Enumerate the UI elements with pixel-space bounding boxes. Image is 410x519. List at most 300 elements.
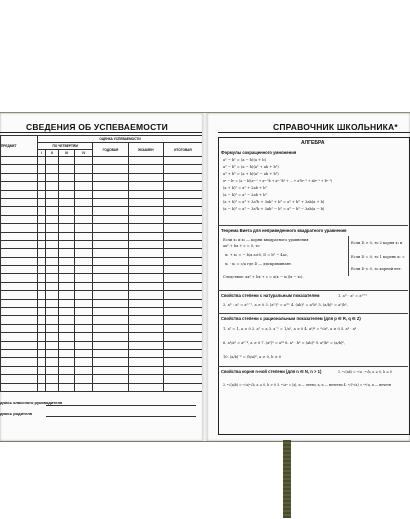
grade-cell [93, 341, 128, 349]
grade-cell [75, 266, 93, 274]
grade-cell [128, 291, 163, 299]
grade-cell [75, 190, 93, 198]
grade-cell [46, 257, 58, 265]
grade-cell [163, 249, 202, 257]
grade-cell [163, 341, 202, 349]
grade-cell [46, 182, 58, 190]
subject-cell [1, 215, 38, 223]
table-row [1, 308, 203, 316]
grade-cell [93, 299, 128, 307]
subject-cell [1, 266, 38, 274]
grade-cell [58, 190, 74, 198]
grade-cell [46, 324, 58, 332]
grade-cell [128, 157, 163, 165]
grade-cell [38, 266, 46, 274]
vieta-side-line: Если D > 0, то 2 корня x₁ и [351, 241, 403, 245]
formula-line: a³ − b³ = (a − b)(a² + ab + b²) [223, 165, 279, 169]
grade-cell [93, 232, 128, 240]
table-row [1, 190, 203, 198]
grade-cell [93, 165, 128, 173]
table-row [1, 266, 203, 274]
grade-cell [163, 291, 202, 299]
grade-cell [46, 299, 58, 307]
abbrev-title: Формулы сокращенного умножения [221, 150, 297, 155]
table-row [1, 157, 203, 165]
table-row [1, 333, 203, 341]
grade-cell [75, 198, 93, 206]
grade-cell [128, 333, 163, 341]
grade-cell [58, 207, 74, 215]
natural-power-title: Свойства степени с натуральным показателем [221, 293, 320, 298]
grade-cell [163, 308, 202, 316]
subject-cell [1, 324, 38, 332]
grade-cell [58, 349, 74, 357]
grade-cell [93, 358, 128, 366]
grade-cell [93, 215, 128, 223]
table-row [1, 207, 203, 215]
grade-cell [58, 266, 74, 274]
grade-cell [46, 165, 58, 173]
grade-cell [46, 375, 58, 383]
grade-cell [163, 198, 202, 206]
page-title: СВЕДЕНИЯ ОБ УСПЕВАЕМОСТИ [26, 122, 168, 132]
subject-cell [1, 157, 38, 165]
grade-cell [58, 291, 74, 299]
grade-cell [75, 333, 93, 341]
grade-cell [75, 324, 93, 332]
grade-cell [38, 308, 46, 316]
grade-cell [93, 173, 128, 181]
grade-cell [93, 190, 128, 198]
column-header-grades: ОЦЕНКА УСПЕВАЕМОСТИ [38, 136, 203, 143]
formula-line: a² − b² = (a − b)(a + b) [223, 158, 267, 162]
table-row [1, 232, 203, 240]
grade-cell [46, 215, 58, 223]
grade-cell [58, 157, 74, 165]
grade-cell [75, 215, 93, 223]
grade-cell [128, 383, 163, 391]
grade-cell [46, 190, 58, 198]
grade-cell [75, 224, 93, 232]
left-page [0, 113, 203, 441]
grade-cell [38, 324, 46, 332]
grade-cell [128, 341, 163, 349]
grade-cell [75, 366, 93, 374]
grade-cell [46, 291, 58, 299]
grade-cell [46, 366, 58, 374]
grade-cell [38, 366, 46, 374]
grade-cell [38, 207, 46, 215]
formula-line: aⁿ − bⁿ = (a − b)(aⁿ⁻¹ + aⁿ⁻²b + aⁿ⁻³b² + ... + a²bⁿ⁻³ + abⁿ⁻² + bⁿ⁻¹) [223, 179, 333, 183]
grade-cell [163, 299, 202, 307]
grade-cell [75, 232, 93, 240]
grade-cell [58, 375, 74, 383]
rational-power-line: 1. a⁰ = 1, a ≠ 0 2. a¹ = a 3. a⁻ⁿ = 1/aⁿ, a ≠ 0 4. aᵖ/ᵍ = ᵍ√aᵖ, a ≥ 0 5. aᵖ · aᵍ [223, 327, 357, 331]
grade-cell [38, 249, 46, 257]
grade-cell [58, 249, 74, 257]
grade-cell [128, 324, 163, 332]
vieta-side-line: Если D < 0, то корней нет. [351, 267, 402, 271]
grade-cell [128, 165, 163, 173]
grade-cell [93, 266, 128, 274]
grade-cell [38, 257, 46, 265]
grade-cell [58, 358, 74, 366]
grade-cell [46, 358, 58, 366]
grade-cell [128, 190, 163, 198]
grade-cell [93, 291, 128, 299]
grade-cell [38, 224, 46, 232]
grade-cell [46, 157, 58, 165]
subject-cell [1, 173, 38, 181]
grade-cell [38, 349, 46, 357]
grade-cell [58, 299, 74, 307]
subject-cell [1, 341, 38, 349]
subject-cell [1, 232, 38, 240]
subject-cell [1, 349, 38, 357]
grade-cell [163, 274, 202, 282]
rational-power-title: Свойства степени с рациональным показателем (для p ∈ R, q ∈ Z) [221, 316, 361, 321]
column-header-q3: III [58, 150, 74, 157]
grade-cell [93, 366, 128, 374]
right-page [207, 113, 410, 441]
grade-cell [75, 316, 93, 324]
root-line: 2. ⁿ√(a/b) = ⁿ√a/ⁿ√b, a ≥ 0, b > 0 3. ⁿ√aⁿ = |a|, n — четно; a, n — нечетно 4. ⁿ√(ᵏ√a) = ⁿᵏ√a, n — нечетн [223, 383, 392, 387]
grade-cell [163, 383, 202, 391]
grade-cell [58, 366, 74, 374]
subject-cell [1, 274, 38, 282]
rational-power-line: 10. (a/b)⁻ᵖ = (b/a)ᵖ, a ≠ 0, b ≠ 0 [223, 355, 282, 359]
table-row [1, 165, 203, 173]
grade-cell [58, 333, 74, 341]
grade-cell [93, 324, 128, 332]
grade-cell [46, 232, 58, 240]
grade-cell [163, 224, 202, 232]
grade-cell [38, 291, 46, 299]
grade-cell [58, 324, 74, 332]
grade-cell [163, 358, 202, 366]
grade-cell [46, 224, 58, 232]
grade-cell [75, 341, 93, 349]
grade-cell [58, 282, 74, 290]
grade-cell [163, 324, 202, 332]
subject-cell [1, 366, 38, 374]
grade-cell [38, 157, 46, 165]
table-row [1, 316, 203, 324]
grade-cell [46, 198, 58, 206]
table-row [1, 182, 203, 190]
grade-cell [93, 274, 128, 282]
grade-cell [93, 333, 128, 341]
grade-cell [46, 316, 58, 324]
grade-cell [46, 240, 58, 248]
grade-cell [93, 182, 128, 190]
grade-cell [128, 215, 163, 223]
grade-cell [38, 333, 46, 341]
grade-cell [75, 299, 93, 307]
grade-cell [75, 282, 93, 290]
page-title: СПРАВОЧНИК ШКОЛЬНИКА* [273, 122, 398, 132]
table-row [1, 366, 203, 374]
vieta-side-line: Если D = 0, то 1 корень x₁ = [351, 255, 405, 259]
grade-cell [128, 299, 163, 307]
grade-cell [75, 291, 93, 299]
grade-cell [163, 182, 202, 190]
grade-cell [93, 198, 128, 206]
natural-power-line: 1. aᵐ · aⁿ = aᵐ⁺ⁿ [338, 294, 368, 298]
grade-cell [46, 308, 58, 316]
grade-cell [128, 316, 163, 324]
teacher-signature-label: дпись классного руководителя [0, 400, 63, 405]
vieta-divider [348, 236, 349, 276]
column-header-final: ИТОГОВАЯ [163, 143, 202, 157]
grade-cell [128, 207, 163, 215]
grade-cell [46, 333, 58, 341]
grade-cell [75, 173, 93, 181]
grade-cell [128, 266, 163, 274]
section-divider [218, 225, 408, 226]
grade-cell [75, 358, 93, 366]
subject-cell [1, 333, 38, 341]
subject-cell [1, 282, 38, 290]
vieta-title: Теорема Виета для неприведенного квадратного уравнения [221, 228, 347, 233]
parent-signature-line [46, 416, 196, 417]
column-header-exam: ЭКЗАМЕН [128, 143, 163, 157]
grade-cell [46, 274, 58, 282]
grade-cell [38, 358, 46, 366]
table-row [1, 282, 203, 290]
grade-cell [128, 249, 163, 257]
grade-cell [38, 198, 46, 206]
grade-cell [128, 375, 163, 383]
grade-cell [163, 232, 202, 240]
column-header-subject: ПРЕДМЕТ [1, 136, 38, 157]
grade-cell [46, 282, 58, 290]
table-row [1, 299, 203, 307]
grade-cell [46, 383, 58, 391]
subject-cell [1, 190, 38, 198]
grade-cell [58, 257, 74, 265]
grade-cell [128, 257, 163, 265]
grade-cell [38, 375, 46, 383]
grade-cell [38, 240, 46, 248]
formula-line: (a + b)² = a² + 2ab + b² [223, 186, 267, 190]
grade-cell [58, 316, 74, 324]
grade-cell [46, 173, 58, 181]
table-row [1, 349, 203, 357]
formula-line: (a + b)³ = a³ + 3a²b + 3ab² + b³ = a³ + b³ + 3ab(a + b) [223, 200, 325, 204]
table-row [1, 215, 203, 223]
grade-cell [46, 249, 58, 257]
table-row [1, 274, 203, 282]
grade-cell [163, 215, 202, 223]
grade-cell [163, 266, 202, 274]
grade-cell [128, 282, 163, 290]
grade-cell [93, 157, 128, 165]
grade-cell [128, 274, 163, 282]
column-header-q1: I [38, 150, 46, 157]
subject-cell [1, 165, 38, 173]
grade-cell [75, 182, 93, 190]
table-row [1, 341, 203, 349]
grade-cell [93, 240, 128, 248]
grade-cell [163, 366, 202, 374]
subject-cell [1, 316, 38, 324]
grade-cell [38, 274, 46, 282]
teacher-signature-line [46, 405, 196, 406]
grade-cell [75, 165, 93, 173]
column-header-quarters: ПО ЧЕТВЕРТЯМ [38, 143, 93, 150]
grade-cell [128, 366, 163, 374]
grade-cell [163, 257, 202, 265]
grade-cell [38, 190, 46, 198]
grade-cell [46, 341, 58, 349]
formula-line: a³ + b³ = (a + b)(a² − ab + b²) [223, 172, 279, 176]
grade-cell [46, 266, 58, 274]
grade-cell [163, 375, 202, 383]
grade-cell [163, 240, 202, 248]
table-row [1, 291, 203, 299]
grade-cell [58, 240, 74, 248]
rational-power-line: 6. aᵖ/aᵍ = aᵖ⁻ᵍ, a ≠ 0 7. (aᵖ)ᵍ = aᵖᵍ 8. aᵖ · bᵖ = (ab)ᵖ 9. aᵖ/bᵖ = (a/b)ᵖ, [223, 341, 346, 345]
table-row [1, 224, 203, 232]
grade-cell [58, 173, 74, 181]
grade-cell [38, 299, 46, 307]
table-row [1, 173, 203, 181]
grade-cell [163, 207, 202, 215]
grade-cell [58, 165, 74, 173]
grade-cell [128, 308, 163, 316]
grade-cell [128, 358, 163, 366]
grade-cell [58, 224, 74, 232]
grade-cell [58, 308, 74, 316]
grade-cell [46, 349, 58, 357]
formula-line: (a − b)² = a² − 2ab + b² [223, 193, 267, 197]
grade-cell [163, 349, 202, 357]
grade-cell [128, 198, 163, 206]
section-title: АЛГЕБРА [301, 140, 325, 146]
grade-cell [38, 316, 46, 324]
grades-table [0, 135, 203, 392]
subject-cell [1, 207, 38, 215]
grade-cell [58, 232, 74, 240]
grade-cell [163, 282, 202, 290]
grade-cell [128, 182, 163, 190]
column-header-q2: II [46, 150, 58, 157]
vieta-line: ax² + bx + c = 0, то [223, 244, 260, 248]
section-divider [218, 313, 408, 314]
grade-cell [38, 341, 46, 349]
bookmark-ribbon [283, 440, 291, 518]
column-header-q4: IV [75, 150, 93, 157]
grade-cell [128, 349, 163, 357]
grade-cell [93, 207, 128, 215]
vieta-line: Следствие: ax² + bx + c = a(x − x₁)(x − x₂). [223, 275, 304, 279]
grade-cell [163, 157, 202, 165]
table-row [1, 375, 203, 383]
grade-cell [75, 383, 93, 391]
title-underline [0, 132, 203, 133]
subject-cell [1, 375, 38, 383]
subject-cell [1, 198, 38, 206]
grade-cell [163, 173, 202, 181]
grade-cell [38, 173, 46, 181]
grade-cell [93, 249, 128, 257]
parent-signature-label: дпись родителя [0, 411, 33, 416]
grade-cell [75, 207, 93, 215]
grade-cell [38, 215, 46, 223]
grade-cell [58, 274, 74, 282]
formula-line: (a − b)³ = a³ − 3a²b + 3ab² − b³ = a³ − b³ − 3ab(a − b) [223, 207, 325, 211]
subject-cell [1, 224, 38, 232]
grade-cell [75, 249, 93, 257]
subject-cell [1, 308, 38, 316]
grade-cell [163, 165, 202, 173]
grade-cell [128, 240, 163, 248]
grade-cell [75, 375, 93, 383]
vieta-line: x₁ + x₂ = − b/a a≠0, D = b² − 4ac, [225, 253, 288, 257]
subject-cell [1, 240, 38, 248]
grade-cell [163, 316, 202, 324]
natural-power-line: 2. aᵐ : aⁿ = aᵐ⁻ⁿ, a ≠ 0 3. (aᵐ)ⁿ = aᵐⁿ 4. (ab)ⁿ = aⁿbⁿ 5. (a/b)ⁿ = aⁿ/bⁿ, [223, 303, 349, 307]
grade-cell [38, 165, 46, 173]
table-row [1, 249, 203, 257]
subject-cell [1, 383, 38, 391]
table-row [1, 257, 203, 265]
grade-cell [75, 157, 93, 165]
grade-cell [93, 316, 128, 324]
grade-cell [128, 173, 163, 181]
table-row [1, 383, 203, 391]
subject-cell [1, 182, 38, 190]
grade-cell [58, 198, 74, 206]
root-line: 1. ⁿ√(ab) = ⁿ√a · ⁿ√b, a ≥ 0, b ≥ 0 [338, 370, 392, 374]
section-divider [218, 366, 408, 367]
grade-cell [38, 383, 46, 391]
grade-cell [75, 349, 93, 357]
root-title: Свойства корня n-ной степени (для n ∈ N, n > 1) [221, 369, 322, 374]
column-header-year: ГОДОВАЯ [93, 143, 128, 157]
grade-cell [128, 224, 163, 232]
grade-cell [93, 349, 128, 357]
grade-cell [163, 333, 202, 341]
section-divider [218, 290, 408, 291]
grade-cell [93, 224, 128, 232]
grade-cell [38, 282, 46, 290]
grade-cell [163, 190, 202, 198]
grade-cell [128, 232, 163, 240]
grade-cell [58, 215, 74, 223]
grade-cell [93, 308, 128, 316]
vieta-line: x₁ · x₂ = c/a где D — дискриминант. [225, 262, 293, 266]
subject-cell [1, 291, 38, 299]
vieta-line: Если x₁ и x₂ — корни квадратного уравнения [223, 238, 309, 242]
subject-cell [1, 249, 38, 257]
title-underline [218, 132, 410, 133]
grade-cell [58, 182, 74, 190]
grade-cell [58, 383, 74, 391]
grade-cell [75, 257, 93, 265]
table-row [1, 324, 203, 332]
grade-cell [93, 375, 128, 383]
grade-cell [46, 207, 58, 215]
subject-cell [1, 299, 38, 307]
grade-cell [93, 383, 128, 391]
grade-cell [75, 308, 93, 316]
table-row [1, 358, 203, 366]
subject-cell [1, 358, 38, 366]
grade-cell [75, 240, 93, 248]
grade-cell [38, 182, 46, 190]
